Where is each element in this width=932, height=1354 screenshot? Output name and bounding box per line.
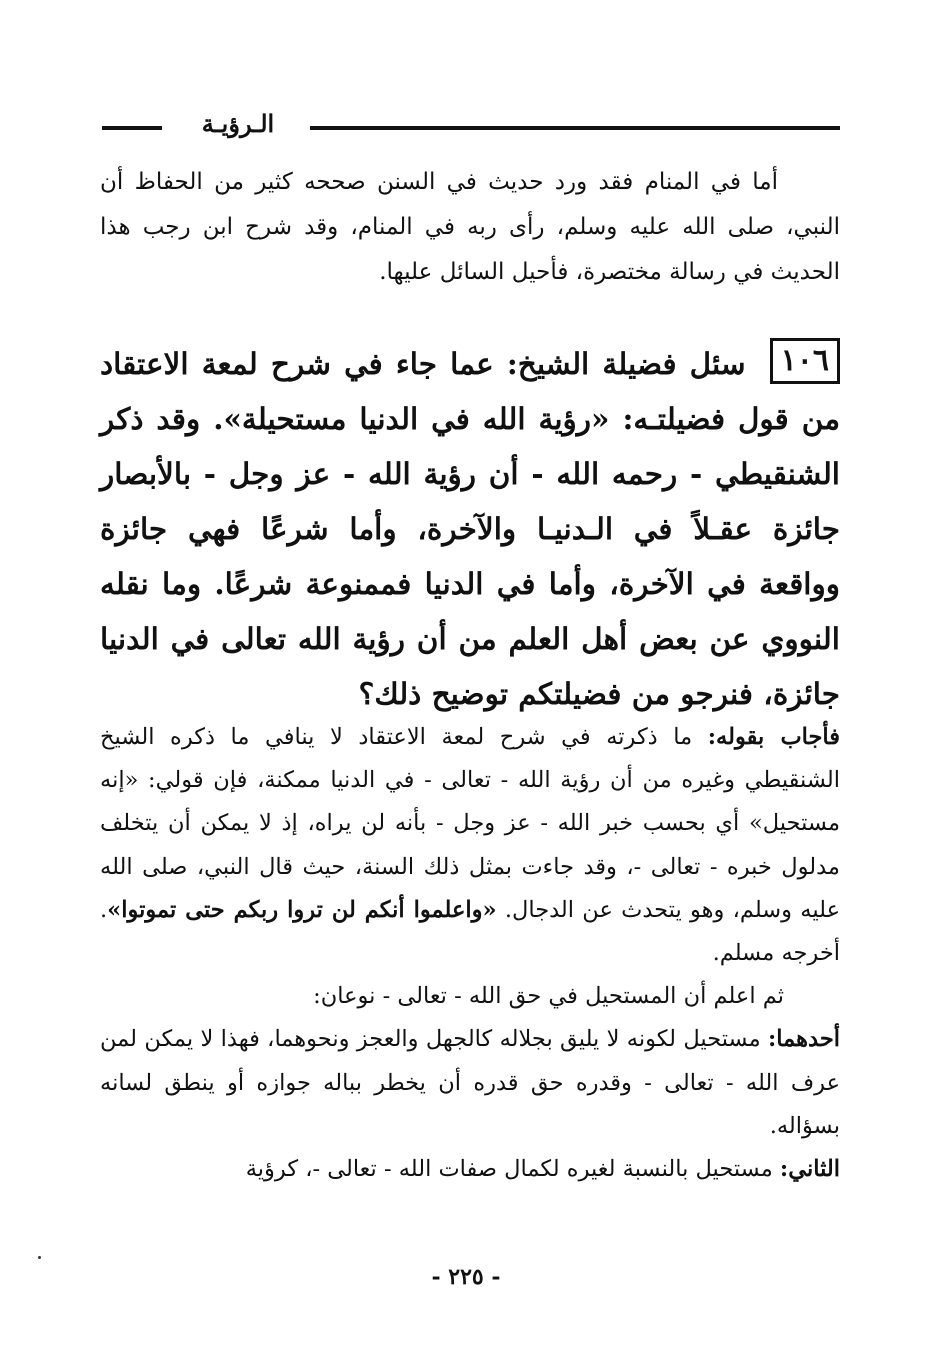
question-number: ١٠٦ <box>770 338 840 384</box>
header-rule-left <box>102 126 162 130</box>
scan-speck <box>38 1256 41 1259</box>
first-type-label: أحدهما: <box>767 1026 840 1053</box>
answer-paragraph-4 <box>100 1148 840 1191</box>
header-rule-right <box>310 126 840 130</box>
intro-paragraph <box>100 160 840 295</box>
question-text: سئل فضيلة الشيخ: عما جاء في شرح لمعة الاعتقاد من قول فضيلتـه: «رؤية الله في الدنيا مستحيلة». وقد ذكر الشنقيطي - رحمه الله - أن رؤية الله - عز وجل - بالأبصار جائزة عقـلاً في الـدنيـا والآخرة، وأما شرعًا فهي جائزة وواقعة في الآخرة، وأما في الدنيا فممنوعة شرعًا. وما نقله النووي عن بعض أهل العلم من أن رؤية الله تعالى في الدنيا جائزة، فنرجو من فضيلتكم توضيح ذلك؟ <box>100 346 840 711</box>
answer-text-1-end: . أخرجه مسلم. <box>100 896 840 967</box>
second-type-label: الثاني: <box>779 1156 840 1183</box>
answer-text-1: ما ذكرته في شرح لمعة الاعتقاد لا ينافي ما ذكره الشيخ الشنقيطي وغيره من أن رؤية الله - تعالى - في الدنيا ممكنة، فإن قولي: «إنه مستحيل» أي بحسب خبر الله - عز وجل - بأنه لن يراه، إذ لا يمكن أن يتخلف مدلول خبره - تعالى -، وقد جاءت بمثل ذلك السنة، حيث قال النبي، صلى الله عليه وسلم، وهو يتحدث عن الدجال. <box>100 724 841 923</box>
answer-paragraph-2: ثم اعلم أن المستحيل في حق الله - تعالى - نوعان: <box>313 983 784 1010</box>
running-header <box>96 104 840 144</box>
header-title: الـرؤيـة <box>201 109 275 138</box>
intro-text: أما في المنام فقد ورد حديث في السنن صححه كثير من الحفاظ أن النبي، صلى الله عليه وسلم، رأى ربه في المنام، وقد شرح ابن رجب هذا الحديث في رسالة مختصرة، فأحيل السائل عليها. <box>100 169 840 285</box>
question-block <box>100 336 840 721</box>
second-type-text: مستحيل بالنسبة لغيره لكمال صفات الله - تعالى -، كرؤية <box>245 1156 773 1183</box>
hadith-quote: «واعلموا أنكم لن تروا ربكم حتى تموتوا» <box>107 896 497 923</box>
page-number: - ٢٢٥ - <box>431 1264 501 1290</box>
answer-paragraph-1 <box>100 716 840 975</box>
answer-paragraph-3 <box>100 1018 840 1148</box>
first-type-text: مستحيل لكونه لا يليق بجلاله كالجهل والعجز ونحوهما، فهذا لا يمكن لمن عرف الله - تعالى - وقدره حق قدره أن يخطر بباله جوازه أو ينطق لسانه بسؤاله. <box>100 1026 840 1139</box>
answer-block <box>100 716 840 1191</box>
answer-lead: فأجاب بقوله: <box>707 724 841 750</box>
